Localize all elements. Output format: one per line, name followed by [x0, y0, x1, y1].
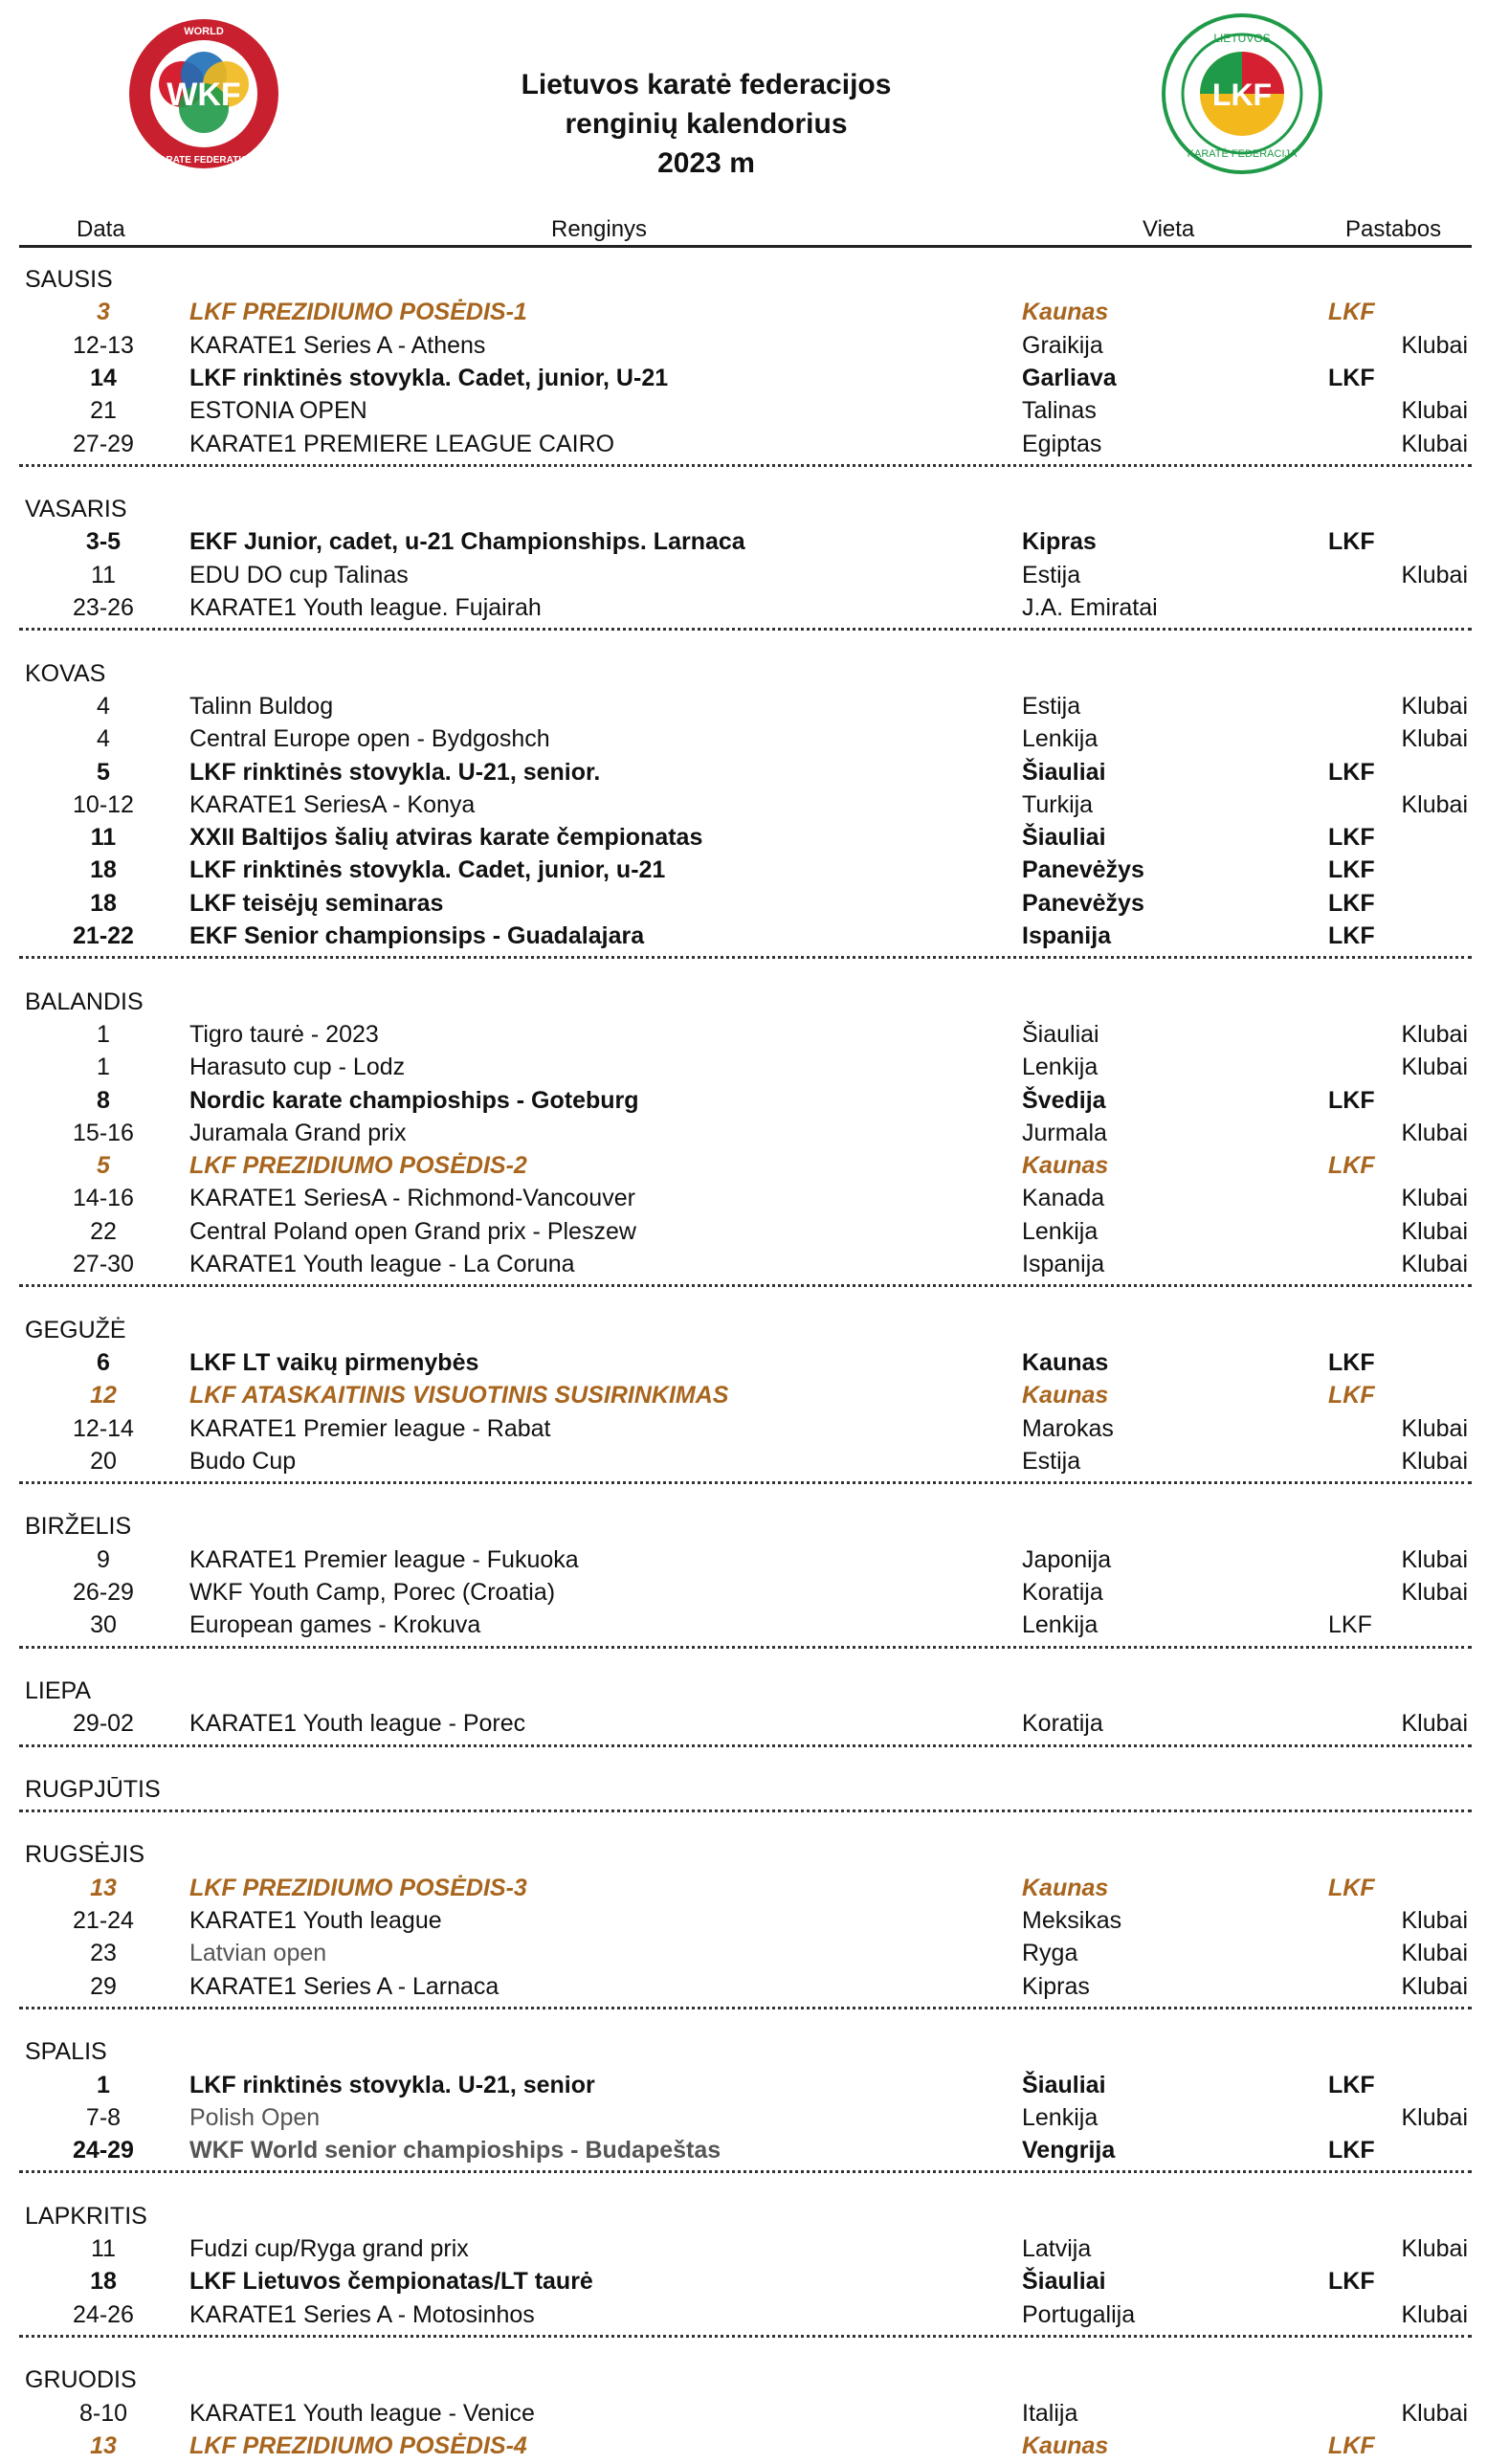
- event-row: [0, 790, 1487, 823]
- event-row: [0, 593, 1487, 626]
- event-place: Lenkija: [1022, 725, 1099, 753]
- event-row: [0, 430, 1487, 462]
- event-clubs-flag: Klubai: [1401, 1447, 1468, 1475]
- event-row: [0, 1053, 1487, 1085]
- column-header-notes: Pastabos: [1345, 216, 1442, 242]
- event-lkf-flag: LKF: [1328, 364, 1375, 391]
- event-name: Central Poland open Grand prix - Pleszew: [189, 1217, 636, 1245]
- event-name: Central Europe open - Bydgoshch: [189, 725, 550, 753]
- event-clubs-flag: Klubai: [1401, 1907, 1468, 1934]
- event-place: Kaunas: [1022, 1382, 1109, 1410]
- event-name: LKF PREZIDIUMO POSĖDIS-4: [189, 2431, 527, 2459]
- event-date: 11: [90, 824, 117, 852]
- event-row: [0, 364, 1487, 396]
- event-row: [0, 298, 1487, 330]
- event-lkf-flag: LKF: [1328, 889, 1375, 917]
- month-heading: RUGSĖJIS: [25, 1841, 145, 1869]
- event-clubs-flag: Klubai: [1401, 1054, 1468, 1081]
- lkf-logo-text: LKF: [1211, 78, 1273, 112]
- event-row: [0, 1348, 1487, 1381]
- month-heading: GRUODIS: [25, 2366, 137, 2394]
- event-lkf-flag: LKF: [1328, 2137, 1375, 2164]
- event-name: Polish Open: [189, 2103, 321, 2131]
- event-lkf-flag: LKF: [1328, 824, 1375, 852]
- event-lkf-flag: LKF: [1328, 1152, 1375, 1180]
- event-place: Ryga: [1022, 1940, 1078, 1967]
- event-clubs-flag: Klubai: [1401, 1710, 1468, 1738]
- event-name: European games - Krokuva: [189, 1611, 481, 1639]
- event-place: Meksikas: [1022, 1907, 1122, 1934]
- event-place: Lenkija: [1022, 2103, 1099, 2131]
- event-row: [0, 1119, 1487, 1151]
- svg-text:KARATĖ FEDERACIJA: KARATĖ FEDERACIJA: [1187, 148, 1298, 160]
- event-row: [0, 2399, 1487, 2431]
- event-date: 20: [90, 1447, 117, 1475]
- event-date: 4: [97, 725, 110, 753]
- month-separator: [19, 628, 1472, 631]
- lkf-logo-icon: [1156, 13, 1328, 174]
- event-row: [0, 1874, 1487, 1906]
- event-date: 1: [97, 2071, 110, 2098]
- event-place: Kaunas: [1022, 299, 1109, 326]
- event-clubs-flag: Klubai: [1401, 725, 1468, 753]
- event-lkf-flag: LKF: [1328, 2268, 1375, 2296]
- event-date: 15-16: [73, 1119, 134, 1146]
- event-place: Egiptas: [1022, 430, 1102, 457]
- month-separator: [19, 1809, 1472, 1812]
- event-place: Lenkija: [1022, 1054, 1099, 1081]
- event-clubs-flag: Klubai: [1401, 561, 1468, 588]
- event-name: EKF Junior, cadet, u-21 Championships. Larnaca: [189, 528, 745, 556]
- event-name: LKF rinktinės stovykla. Cadet, junior, u-21: [189, 856, 666, 884]
- event-place: Kipras: [1022, 1972, 1090, 2000]
- event-name: KARATE1 Series A - Motosinhos: [189, 2300, 535, 2328]
- event-clubs-flag: Klubai: [1401, 2399, 1468, 2427]
- event-name: WKF Youth Camp, Porec (Croatia): [189, 1579, 556, 1606]
- event-name: KARATE1 Youth league - Porec: [189, 1710, 526, 1738]
- event-place: Panevėžys: [1022, 889, 1144, 917]
- event-clubs-flag: Klubai: [1401, 1251, 1468, 1277]
- event-name: LKF PREZIDIUMO POSĖDIS-2: [189, 1152, 527, 1180]
- event-place: Koratija: [1022, 1710, 1103, 1738]
- month-separator: [19, 1481, 1472, 1484]
- event-date: 13: [90, 2431, 117, 2459]
- event-date: 10-12: [73, 790, 134, 818]
- event-place: Kaunas: [1022, 1348, 1109, 1376]
- event-name: LKF rinktinės stovykla. U-21, senior.: [189, 758, 601, 786]
- event-place: Kaunas: [1022, 2431, 1109, 2459]
- month-heading: VASARIS: [25, 496, 127, 523]
- event-date: 24-26: [73, 2300, 134, 2328]
- event-name: LKF PREZIDIUMO POSĖDIS-3: [189, 1874, 527, 1901]
- event-place: Estija: [1022, 692, 1081, 720]
- event-date: 18: [90, 856, 117, 884]
- event-date: 23-26: [73, 594, 134, 621]
- event-date: 3: [97, 299, 110, 326]
- month-separator: [19, 2170, 1472, 2173]
- event-date: 24-29: [73, 2137, 134, 2164]
- event-date: 12: [90, 1382, 117, 1410]
- event-name: KARATE1 Youth league: [189, 1907, 442, 1934]
- event-name: Nordic karate champioships - Goteburg: [189, 1086, 639, 1114]
- event-date: 21-22: [73, 922, 134, 949]
- event-clubs-flag: Klubai: [1401, 1579, 1468, 1606]
- column-header-date: Data: [77, 216, 125, 242]
- event-row: [0, 1972, 1487, 2005]
- month-separator: [19, 2335, 1472, 2338]
- event-clubs-flag: Klubai: [1401, 331, 1468, 359]
- event-date: 14: [90, 364, 117, 391]
- event-date: 30: [90, 1611, 117, 1639]
- event-date: 6: [97, 1348, 110, 1376]
- event-name: KARATE1 Premier league - Rabat: [189, 1414, 551, 1442]
- event-date: 14-16: [73, 1185, 134, 1212]
- event-row: [0, 1447, 1487, 1479]
- month-heading: LAPKRITIS: [25, 2202, 147, 2230]
- event-row: [0, 889, 1487, 921]
- event-place: Švedija: [1022, 1086, 1106, 1114]
- event-place: Estija: [1022, 1447, 1081, 1475]
- event-row: [0, 823, 1487, 855]
- event-name: KARATE1 PREMIERE LEAGUE CAIRO: [189, 430, 615, 457]
- month-heading: BALANDIS: [25, 988, 144, 1015]
- event-row: [0, 758, 1487, 790]
- event-place: Šiauliai: [1022, 758, 1106, 786]
- event-name: KARATE1 Youth league - Venice: [189, 2399, 535, 2427]
- column-header-place: Vieta: [1143, 216, 1195, 242]
- event-place: Šiauliai: [1022, 824, 1106, 852]
- event-row: [0, 1086, 1487, 1119]
- event-date: 21-24: [73, 1907, 134, 1934]
- event-row: [0, 396, 1487, 429]
- event-row: [0, 855, 1487, 888]
- event-clubs-flag: Klubai: [1401, 1020, 1468, 1048]
- month-heading: BIRŽELIS: [25, 1513, 132, 1541]
- event-date: 12-13: [73, 331, 134, 359]
- event-date: 1: [97, 1020, 110, 1048]
- event-date: 29-02: [73, 1710, 134, 1738]
- event-name: Harasuto cup - Lodz: [189, 1054, 406, 1081]
- event-name: Tigro taurė - 2023: [189, 1020, 379, 1048]
- event-name: LKF rinktinės stovykla. U-21, senior: [189, 2071, 595, 2098]
- svg-text:WORLD: WORLD: [184, 26, 224, 37]
- event-row: [0, 2136, 1487, 2168]
- event-clubs-flag: Klubai: [1401, 397, 1468, 425]
- event-place: Kanada: [1022, 1185, 1105, 1212]
- event-place: Jurmala: [1022, 1119, 1107, 1146]
- event-row: [0, 1020, 1487, 1053]
- event-date: 5: [97, 758, 110, 786]
- month-heading: GEGUŽĖ: [25, 1316, 126, 1343]
- event-name: KARATE1 Series A - Athens: [189, 331, 486, 359]
- event-date: 27-29: [73, 430, 134, 457]
- event-date: 8: [97, 1086, 110, 1114]
- event-clubs-flag: Klubai: [1401, 790, 1468, 818]
- event-place: Latvija: [1022, 2235, 1092, 2262]
- event-name: LKF PREZIDIUMO POSĖDIS-1: [189, 299, 527, 326]
- event-row: [0, 1610, 1487, 1643]
- event-name: LKF ATASKAITINIS VISUOTINIS SUSIRINKIMAS: [189, 1382, 729, 1410]
- event-clubs-flag: Klubai: [1401, 2235, 1468, 2262]
- svg-text:KARATE FEDERATION: KARATE FEDERATION: [152, 155, 255, 166]
- event-date: 8-10: [78, 2399, 128, 2427]
- event-place: Garliava: [1022, 364, 1117, 391]
- event-date: 23: [90, 1940, 117, 1967]
- event-date: 5: [97, 1152, 110, 1180]
- event-row: [0, 1151, 1487, 1184]
- event-name: WKF World senior champioships - Budapeštas: [189, 2137, 721, 2164]
- event-name: KARATE1 Series A - Larnaca: [189, 1972, 499, 2000]
- event-row: [0, 2300, 1487, 2333]
- event-place: Panevėžys: [1022, 856, 1144, 884]
- event-row: [0, 2103, 1487, 2136]
- event-clubs-flag: Klubai: [1401, 692, 1468, 720]
- event-row: [0, 1217, 1487, 1250]
- event-date: 29: [90, 1972, 117, 2000]
- event-clubs-flag: Klubai: [1401, 430, 1468, 457]
- month-separator: [19, 1646, 1472, 1649]
- month-heading: SAUSIS: [25, 266, 113, 293]
- event-clubs-flag: Klubai: [1401, 1940, 1468, 1967]
- event-place: Koratija: [1022, 1579, 1103, 1606]
- event-row: [0, 1578, 1487, 1610]
- event-date: 12-14: [73, 1414, 134, 1442]
- month-heading: SPALIS: [25, 2038, 107, 2066]
- event-place: Estija: [1022, 561, 1081, 588]
- event-date: 7-8: [85, 2103, 122, 2131]
- event-row: [0, 1381, 1487, 1413]
- event-name: KARATE1 Premier league - Fukuoka: [189, 1545, 579, 1573]
- month-heading: RUGPJŪTIS: [25, 1775, 161, 1803]
- event-clubs-flag: Klubai: [1401, 2103, 1468, 2131]
- event-name: Budo Cup: [189, 1447, 297, 1475]
- event-place: Lenkija: [1022, 1217, 1099, 1245]
- event-clubs-flag: Klubai: [1401, 1414, 1468, 1442]
- event-name: Talinn Buldog: [189, 692, 334, 720]
- event-date: 27-30: [73, 1251, 134, 1277]
- event-date: 21: [90, 397, 117, 425]
- event-place: Šiauliai: [1022, 1020, 1099, 1048]
- month-separator: [19, 956, 1472, 959]
- event-row: [0, 724, 1487, 757]
- event-date: 22: [90, 1217, 117, 1245]
- event-place: Kaunas: [1022, 1152, 1109, 1180]
- event-clubs-flag: Klubai: [1401, 1119, 1468, 1146]
- event-date: 3-5: [85, 528, 122, 556]
- event-row: [0, 1906, 1487, 1939]
- event-lkf-flag: LKF: [1328, 856, 1375, 884]
- event-date: 18: [90, 889, 117, 917]
- event-place: Ispanija: [1022, 922, 1112, 949]
- event-clubs-flag: Klubai: [1401, 1185, 1468, 1212]
- event-row: [0, 1709, 1487, 1742]
- event-name: ESTONIA OPEN: [189, 397, 367, 425]
- event-place: Vengrija: [1022, 2137, 1116, 2164]
- title-line-2: renginių kalendorius: [565, 108, 848, 140]
- event-place: Graikija: [1022, 331, 1103, 359]
- event-name: EDU DO cup Talinas: [189, 561, 409, 588]
- event-date: 4: [97, 692, 110, 720]
- event-place: Turkija: [1022, 790, 1094, 818]
- event-row: [0, 561, 1487, 593]
- event-name: LKF Lietuvos čempionatas/LT taurė: [189, 2268, 593, 2296]
- event-date: 26-29: [73, 1579, 134, 1606]
- event-row: [0, 1939, 1487, 1971]
- event-name: XXII Baltijos šalių atviras karate čempionatas: [189, 824, 703, 852]
- event-date: 11: [91, 561, 116, 588]
- event-place: Talinas: [1022, 397, 1097, 425]
- event-name: Fudzi cup/Ryga grand prix: [189, 2235, 469, 2262]
- event-place: Ispanija: [1022, 1251, 1105, 1277]
- event-place: Marokas: [1022, 1414, 1114, 1442]
- event-lkf-flag: LKF: [1328, 2071, 1375, 2098]
- event-date: 13: [90, 1874, 117, 1901]
- event-row: [0, 2071, 1487, 2103]
- month-separator: [19, 1744, 1472, 1747]
- event-name: Juramala Grand prix: [189, 1119, 407, 1146]
- event-lkf-flag: LKF: [1328, 922, 1375, 949]
- event-clubs-flag: Klubai: [1401, 2300, 1468, 2328]
- event-lkf-flag: LKF: [1328, 1348, 1375, 1376]
- wkf-logo-text: WKF: [166, 77, 241, 113]
- month-separator: [19, 464, 1472, 467]
- event-date: 1: [97, 1054, 110, 1081]
- event-lkf-flag: LKF: [1328, 1874, 1375, 1901]
- event-name: KARATE1 SeriesA - Konya: [189, 790, 476, 818]
- title-line-1: Lietuvos karatė federacijos: [521, 69, 892, 100]
- event-date: 9: [97, 1545, 110, 1573]
- column-header-event: Renginys: [551, 216, 648, 242]
- event-name: KARATE1 Youth league. Fujairah: [189, 594, 542, 621]
- event-place: Portugalija: [1022, 2300, 1136, 2328]
- event-lkf-flag: LKF: [1328, 528, 1375, 556]
- event-clubs-flag: Klubai: [1401, 1217, 1468, 1245]
- event-row: [0, 2267, 1487, 2299]
- svg-text:LIETUVOS: LIETUVOS: [1213, 32, 1271, 45]
- event-name: EKF Senior championsips - Guadalajara: [189, 922, 645, 949]
- event-row: [0, 2431, 1487, 2464]
- event-place: Japonija: [1022, 1545, 1112, 1573]
- event-place: Kaunas: [1022, 1874, 1109, 1901]
- title-line-3: 2023 m: [657, 147, 755, 179]
- event-lkf-flag: LKF: [1328, 1382, 1375, 1410]
- event-place: J.A. Emiratai: [1022, 594, 1158, 621]
- event-row: [0, 2234, 1487, 2267]
- month-heading: LIEPA: [25, 1676, 92, 1704]
- event-row: [0, 1184, 1487, 1216]
- header-divider: [19, 245, 1472, 248]
- event-lkf-flag: LKF: [1328, 299, 1375, 326]
- event-name: Latvian open: [189, 1940, 327, 1967]
- event-row: [0, 1545, 1487, 1578]
- event-place: Italija: [1022, 2399, 1078, 2427]
- event-lkf-flag: LKF: [1328, 1086, 1375, 1114]
- event-place: Šiauliai: [1022, 2071, 1106, 2098]
- month-separator: [19, 2007, 1472, 2009]
- event-name: KARATE1 Youth league - La Coruna: [189, 1251, 575, 1277]
- event-place: Lenkija: [1022, 1611, 1099, 1639]
- event-name: LKF teisėjų seminaras: [189, 889, 444, 917]
- event-lkf-flag: LKF: [1328, 2431, 1375, 2459]
- event-clubs-flag: Klubai: [1401, 1545, 1468, 1573]
- event-date: 18: [90, 2268, 117, 2296]
- event-row: [0, 1414, 1487, 1447]
- event-place: Kipras: [1022, 528, 1097, 556]
- event-row: [0, 921, 1487, 954]
- event-name: LKF rinktinės stovykla. Cadet, junior, U-21: [189, 364, 669, 391]
- event-lkf-flag: LKF: [1328, 758, 1375, 786]
- event-row: [0, 692, 1487, 724]
- event-name: LKF LT vaikų pirmenybės: [189, 1348, 479, 1376]
- event-clubs-flag: Klubai: [1401, 1972, 1468, 2000]
- event-row: [0, 527, 1487, 560]
- event-date: 11: [91, 2235, 116, 2262]
- event-place: Šiauliai: [1022, 2268, 1106, 2296]
- month-heading: KOVAS: [25, 659, 106, 687]
- event-row: [0, 1250, 1487, 1282]
- event-lkf-flag: LKF: [1328, 1611, 1372, 1639]
- month-separator: [19, 1284, 1472, 1287]
- event-name: KARATE1 SeriesA - Richmond-Vancouver: [189, 1185, 635, 1212]
- event-row: [0, 331, 1487, 364]
